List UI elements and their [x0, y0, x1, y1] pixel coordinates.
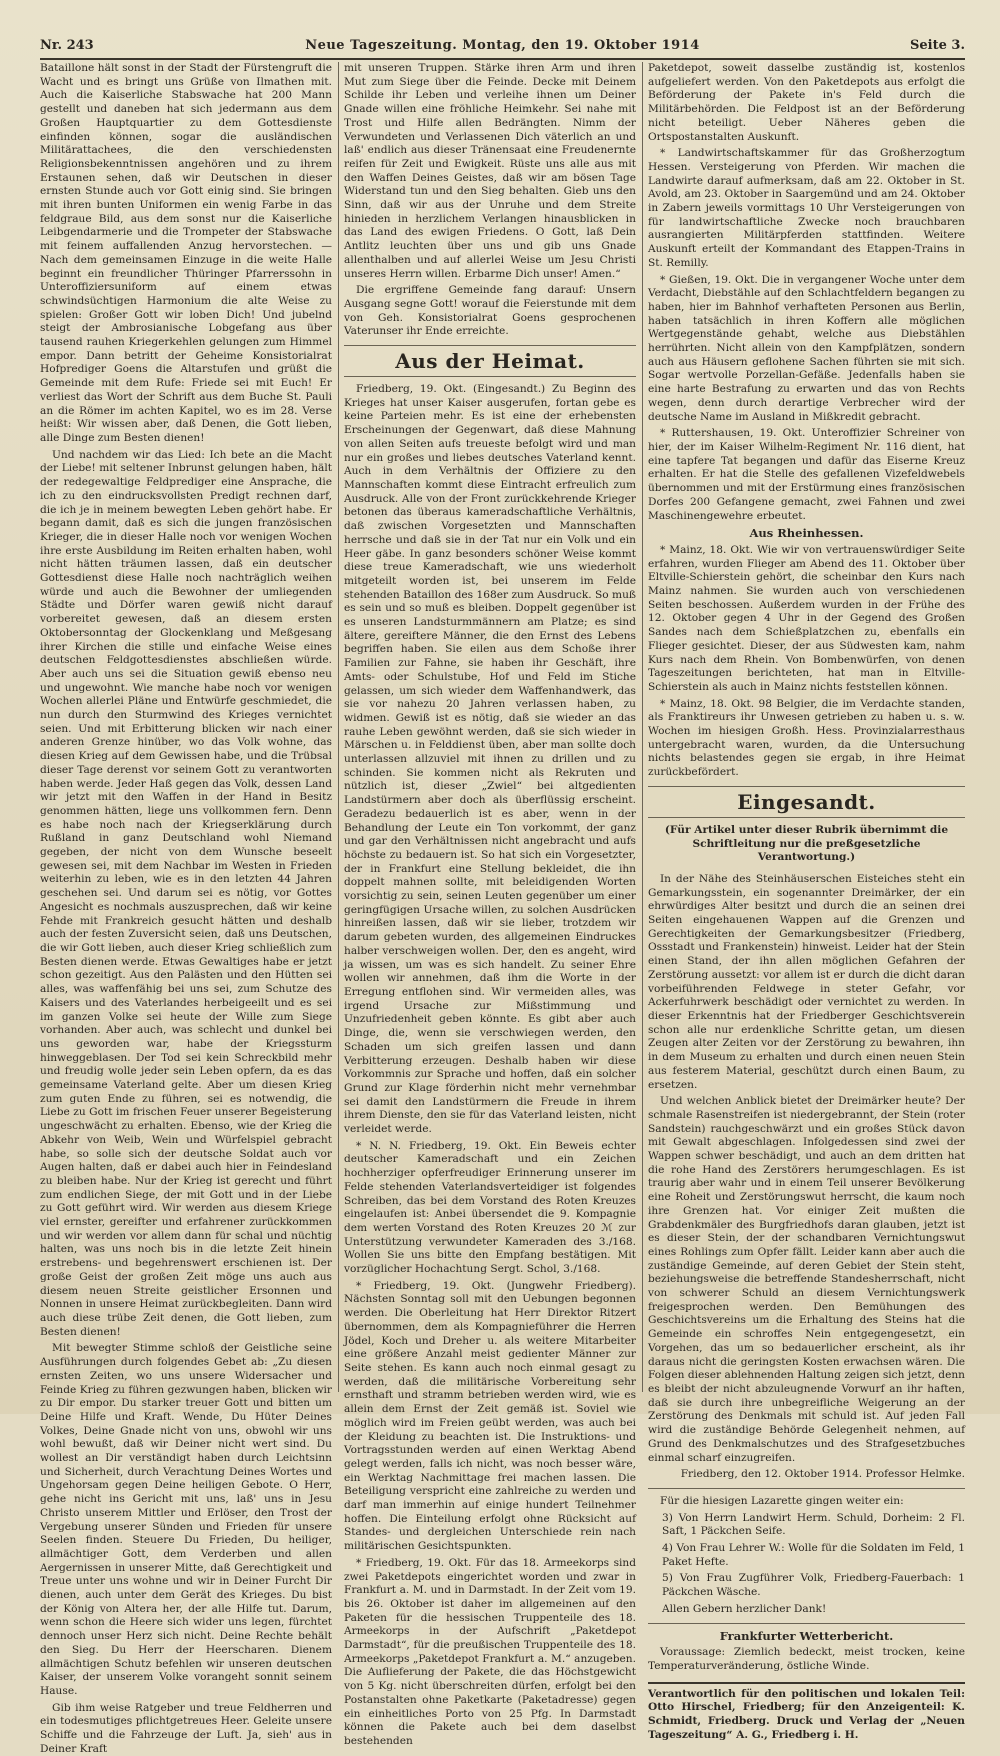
divider [648, 1488, 965, 1489]
news-item: * Gießen, 19. Okt. Die in vergangener Woche unter dem Verdacht, Diebstähle auf den Schlachtfeldern begangen zu haben, hier im Bahnhof verhafteten Personen aus Berlin, haben tatsächlich in ihren Koffern alle möglichen Wertgegenstände gehabt, welche aus Diebstählen herrührten. Nicht allein von den Kampfplätzen, sondern auch aus Häusern geflohene Sachen führten sie mit sich. Sogar wertvolle Porzellan-Gefäße. Jedenfalls haben sie eine harte Bestrafung zu erwarten und das von Rechts wegen, denn durch derartige Verbrecher wird der deutsche Name im Ausland in Mißkredit gebracht. [648, 273, 965, 423]
article-paragraph: Gib ihm weise Ratgeber und treue Feldherren und ein todesmutiges pflichtgetreues Heer. Geleite unsere Schiffe und die Fahrzeuge der Luft. Ja, sieh' aus in Deiner Kraft [40, 1701, 332, 1755]
article-paragraph: Mit bewegter Stimme schloß der Geistliche seine Ausführungen durch folgendes Gebet ab: „Zu diesen ernsten Zeiten, wo uns unsere Widersacher und Feinde Krieg zu führen gezwungen haben, blicken wir zu Dir empor. Du starker treuer Gott und bitten um Deine Hilfe und Kraft. Wende, Du Hüter Deines Volkes, Deine Gnade nicht von uns, obwohl wir uns wohl bewußt, daß wir Deiner nicht wert sind. Du wollest an Dir verständigt haben durch Leichtsinn und Sicherheit, durch Verachtung Deines Wortes und Ungehorsam gegen Deine heiligen Gebote. O Herr, gehe nicht ins Gericht mit uns, laß' uns in Jesu Christo unserem Mittler und Erlöser, den Trost der Vergebung unserer Sünden und Frieden für unsere Seelen finden. Steuere Du Frieden, Du heiliger, allmächtiger Gott, dem Verderben und allen Aergernissen in unserer Mitte, daß Gerechtigkeit und Treue unter uns wohne und wir in Deiner Furcht Dir dienen, auch unter dem Gerät des Krieges. Du bist der König von Altera her, der alle Hilfe tut. Darum, wenn schon die Heere sich wider uns legen, fürchtet dennoch unser Herz sich nicht. Deine Rechte behält den Sieg. Du Herr der Heerscharen. Dienem allmächtigen Schutz befehlen wir unseren deutschen Kaiser, der unserem Volke vorangeht sonnit seinem Hause. [40, 1342, 332, 1697]
divider [648, 1623, 965, 1624]
list-item: 4) Von Frau Lehrer W.: Wolle für die Soldaten im Feld, 1 Paket Hefte. [662, 1542, 965, 1568]
editorial-note: (Für Artikel unter dieser Rubrik übernimmt die Schriftleitung nur die preßgesetzliche Verantwortung.) [664, 823, 949, 864]
column-2 [344, 62, 636, 1747]
divider [648, 1682, 965, 1684]
letter-signature: Friedberg, den 12. Oktober 1914. Professor Helmke. [680, 1468, 965, 1481]
news-item: Friedberg, 19. Okt. (Eingesandt.) Zu Beginn des Krieges hat unser Kaiser ausgerufen, fortan gebe es keine Parteien mehr. Es ist eine der erhebensten Erscheinungen der Gegenwart, daß diese Mahnung von allen Seiten aufs treueste befolgt wird und man nur ein großes und liebes deutsches Vaterland kennt. Auch in dem Verhältnis der Offiziere zu den Mannschaften kommt diese Eintracht erfreulich zum Ausdruck. Alle von der Front zurückkehrende Krieger betonen das überaus kameradschaftliche Verhältnis, daß zwischen Vorgesetzten und Mannschaften herrsche und daß sie in der Tat nur ein Volk und ein Heer gäbe. In ganz besonders schöner Weise kommt diese treue Kameradschaft, wie uns wiederholt mitgeteilt worden ist, bei unserem im Felde stehenden Bataillon des 168er zum Ausdruck. So muß es sein und so muß es bleiben. Doppelt gegenüber ist es unseren Landsturmmännern am Platze; es sind ältere, gereiftere Männer, die den Ernst des Lebens begriffen haben. Sie eilen aus dem Schoße ihrer Familien zur Fahne, sie haben ihr Geschäft, ihre Amts- oder Schulstube, Hof und Feld im Stiche gelassen, um sich wieder dem Waffenhandwerk, das sie vor nahezu 20 Jahren verlassen haben, zu widmen. Gewiß ist es nötig, daß sie wieder an das rauhe Leben gewöhnt werden, daß sie sich wieder in Märschen u. in Felddienst üben, aber man sollte doch unterlassen allzuviel mit ihnen zu drillen und zu schinden. Sie kommen nicht als Rekruten und nützlich ist, dieser „Zwiel“ bei altgedienten Landstürmern aber doch als überflüssig erscheint. Geradezu bedauerlich ist es aber, wenn in der Behandlung der Leute ein Ton vorkommt, der ganz und gar den Verhältnissen nicht angebracht und aufs höchste zu bedauern ist. So hat sich ein Vorgesetzter, der in Frankfurt eine Stellung bekleidet, die ihn doppelt mahnen sollte, mit beleidigenden Worten vorsichtig zu sein, seinen Leuten gegenüber um einer geringfügigen Ursache willen, zu solchen Ausdrücken hinreißen lassen, daß wir sie lieber, trotzdem wir darum gebeten wurden, des allgemeinen Eindruckes halber verschweigen wollen. Der, den es angeht, wird ja wissen, um was es sich handelt. Zu seiner Ehre wollen wir annehmen, daß ihm die Worte in der Erregung entflohen sind. Wir vermeiden alles, was irgend Ursache zur Mißstimmung und Unzufriedenheit geben könnte. Es gibt aber auch Dinge, die, wenn sie verschwiegen werden, den Schaden um sich greifen lassen und dann Verbitterung erzeugen. Deshalb haben wir diese Vorkommnis zur Sprache und hoffen, daß ein solcher Grund zur Klage förderhin nicht mehr vernehmbar sei damit den Landstürmern die Freude in ihrem ihrem Dienste, den sie für das Vaterland leisten, nicht verleidet werde. [344, 383, 636, 1136]
news-item: * Ruttershausen, 19. Okt. Unteroffizier Schreiner von hier, der im Kaiser Wilhelm-Regiment Nr. 116 dient, hat eine tapfere Tat begangen und dafür das Eiserne Kreuz erhalten. Er hat die Stelle des gefallenen Vizefeldwebels übernommen und mit der Erstürmung eines französischen Dorfes 200 Gefangene gemacht, zwei Fahnen und zwei Maschinengewehre erbeutet. [648, 427, 965, 522]
issue-number: Nr. 243 [40, 38, 94, 53]
column-3 [648, 62, 965, 1741]
weather-heading: Frankfurter Wetterbericht. [719, 1628, 894, 1643]
column-rule [642, 62, 643, 1392]
weather-forecast: Voraussage: Ziemlich bedeckt, meist trocken, keine Temperaturveränderung, östliche Winde. [648, 1646, 965, 1672]
list-item: Allen Gebern herzlicher Dank! [662, 1602, 827, 1615]
list-item: 5) Von Frau Zugführer Volk, Friedberg-Fauerbach: 1 Päckchen Wäsche. [662, 1572, 965, 1599]
page-header [40, 36, 965, 60]
letter-paragraph: Und welchen Anblick bietet der Dreimärker heute? Der schmale Rasenstreifen ist niedergebrannt, der Stein (roter Sandstein) rauchgeschwärzt und ein großes Stück davon mit Gewalt abgeschlagen. Infolgedessen sind zwei der Wappen schwer beschädigt, und auch an dem dritten hat die rohe Hand des Zerstörers herumgeschlagen. Es ist traurig aber wahr und in einem Teil unserer Bevölkerung eine Roheit und Zerstörungswut herrscht, die kaum noch ihre Grenzen hat. Vor einiger Zeit mußten die Grabdenkmäler des Burgfriedhofs daran glauben, jetzt ist es dieser Stein, der der schandbaren Vernichtungswut eines Rohlings zum Opfer fällt. Leider kann aber auch die zuständige Gemeinde, auf deren Gebiet der Stein steht, beziehungsweise die betreffende Standesherrschaft, nicht von schwerer Schuld an diesem Vernichtungswerk freigesprochen werden. Den Bemühungen des Geschichtsvereins um die Erhaltung des Steins hat die Gemeinde ein schroffes Nein entgegengesetzt, ein Vorgehen, das um so bedauerlicher erscheint, als ihr daraus nicht die geringsten Kosten erwachsen wären. Die Folgen dieser ablehnenden Haltung zeigen sich jetzt, denn es bleibt der nicht abzuleugnende Vorwurf an ihr haften, daß sie durch ihre unbegreifliche Weigerung an der Zerstörung des Denkmals mit schuld ist. Auf jeden Fall wird die zuständige Behörde Gelegenheit nehmen, auf Grund des Denkmalschutzes und des Strafgesetzbuches einmal scharf einzugreifen. [648, 1095, 965, 1464]
donation-list [648, 1512, 965, 1617]
news-item: * Landwirtschaftskammer für das Großherzogtum Hessen. Versteigerung von Pferden. Wir machen die Landwirte darauf aufmerksam, daß am 22. Oktober in St. Avold, am 23. Oktober in Saargemünd und am 24. Oktober in Zabern jeweils vormittags 10 Uhr Versteigerungen von für landwirtschaftliche Zwecke noch brauchbaren ausrangierten Militärpferden stattfinden. Weitere Auskunft erteilt der Kommandant des Etappen-Trains in St. Remilly. [648, 147, 965, 269]
section-heading: Eingesandt. [648, 786, 965, 818]
list-item: 3) Von Herrn Landwirt Herm. Schuld, Dorheim: 2 Fl. Saft, 1 Päckchen Seife. [662, 1511, 965, 1538]
section-heading: Aus der Heimat. [344, 345, 636, 377]
letter-paragraph: In der Nähe des Steinhäuserschen Eisteiches steht ein Gemarkungsstein, ein sogenannter Dreimärker, der ein ehrwürdiges Alter besitzt und durch die an seinen drei Seiten eingehauenen Wappen auf die Grenzen und Gerechtigkeiten der Gemarkungsbesitzer (Friedberg, Ossstadt und Frankenstein) hinweist. Leider hat der Stein einen Stand, der ihn allen möglichen Gefahren der Zerstörung aussetzt: vor allem ist er durch die dicht daran vorbeiführenden Feldwege in steter Gefahr, vor Ackerfuhrwerk beschädigt oder vernichtet zu werden. In dieser Erkenntnis hat der Friedberger Geschichtsverein schon alle nur erdenkliche Schritte getan, um diesen Zeugen alter Zeiten vor der Zerstörung zu bewahren, ihn in dem Museum zu erhalten und durch einen neuen Stein aus festerem Material, geschützt durch einen Baum, zu ersetzen. [648, 872, 965, 1091]
imprint: Verantwortlich für den politischen und lokalen Teil: Otto Hirschel, Friedberg; für den Anzeigenteil: K. Schmidt, Friedberg. Druck und Verlag der „Neuen Tageszeitung“ A. G., Friedberg i. H. [648, 1687, 965, 1741]
news-item: * Mainz, 18. Okt. Wie wir von vertrauenswürdiger Seite erfahren, wurden Flieger am Abend des 11. Oktober über Eltville-Schierstein gehört, die scheinbar den Kurs nach Mainz nahmen. Sie wurden auch von verschiedenen Seiten beschossen. Außerdem wurden in der Frühe des 12. Oktober gegen 4 Uhr in der Gegend des Großen Sandes nach dem Schießplatzchen zu, ebenfalls ein Flieger gesichtet. Dieser, der aus Südwesten kam, nahm Kurs nach dem Rhein. Von Bombenwürfen, von denen Tageszeitungen berichteten, hat man in Eltville-Schierstein als auch in Mainz nichts feststellen können. [648, 543, 965, 693]
column-1 [40, 62, 332, 1755]
news-item: * N. N. Friedberg, 19. Okt. Ein Beweis echter deutscher Kameradschaft und ein Zeichen hochherziger opferfreudiger Erinnerung unserer im Felde stehenden Vaterlandsverteidiger ist folgendes Schreiben, das bei dem Vorstand des Roten Kreuzes eingelaufen ist: Anbei übersendet die 9. Kompagnie dem werten Vorstand des Roten Kreuzes 20 ℳ zur Unterstützung verwundeter Kameraden des 3./168. Wollen Sie uns bitte den Empfang bestätigen. Mit vorzüglicher Hochachtung Sergt. Schol, 3./168. [344, 1139, 636, 1276]
page-number: Seite 3. [910, 38, 965, 53]
news-item: Paketdepot, soweit dasselbe zuständig ist, kostenlos aufgeliefert werden. Von den Paketdepots aus erfolgt die Beförderung der Pakete in's Feld durch die Militärbehörden. Die Feldpost ist an der Beförderung nicht beteiligt. Ueber Näheres geben die Ortspostanstalten Auskunft. [648, 62, 965, 143]
article-paragraph: Bataillone hält sonst in der Stadt der Fürstengruft die Wacht und es bringt uns Grüße von Ilmathen mit. Auch die Kaiserliche Stabswache hat 200 Mann gestellt und daneben hat sich jedermann aus dem Großen Hauptquartier zu dem Gottesdienste einfinden können, sogar die ausländischen Militärattachees, die den verschiedensten Religionsbekenntnissen angehören und zu ihrem Erstaunen sehen, daß wir Deutschen in dieser ernsten Stunde auch vor Gott einig sind. Sie bringen mit ihren bunten Uniformen ein wenig Farbe in das feldgraue Bild, aus dem sonst nur die Kaiserliche Leibgendarmerie und die Trompeter der Stabswache mit feinem auffallenden Anzug hervorstechen. — Nach dem gemeinsamen Einzuge in die weite Halle beginnt ein freundlicher Thüringer Pfarrerssohn in Unteroffiziersuniform auf einem etwas schwindsüchtigen Harmonium die alte Weise zu spielen: Großer Gott wir loben Dich! Und jubelnd steigt der Ambrosianische Lobgefang aus über tausend rauhen Kriegerkehlen gelungen zum Himmel empor. Dann betritt der Geheime Konsistorialrat Hofprediger Goens die Altarstufen und grüßt die Gemeinde mit dem Rufe: Friede sei mit Euch! Er verliest das Wort der Schrift aus dem Buche St. Pauli an die Römer im achten Kapitel, wo es im 28. Verse heißt: Wir wissen aber, daß Denen, die Gott lieben, alle Dinge zum Besten dienen! [40, 62, 332, 444]
article-paragraph: mit unseren Truppen. Stärke ihren Arm und ihren Mut zum Siege über die Feinde. Decke mit Deinem Schilde ihr Leben und verleihe ihnen um Deiner Gnade willen eine fröhliche Heimkehr. Sei nahe mit Trost und Hilfe allen Bedrängten. Nimm der Verwundeten und Verlassenen Dich väterlich an und laß' endlich aus dieser Tränensaat eine Freudenernte reifen für Zeit und Ewigkeit. Rüste uns alle aus mit den Waffen Deines Geistes, daß wir am bösen Tage Widerstand tun und den Sieg behalten. Gieb uns den Sinn, daß wir aus der Unruhe und dem Streite hinieden in herzlichem Verlangen hinausblicken in das Land des ewigen Friedens. O Gott, laß Dein Antlitz leuchten über uns und gib uns Gnade allenthalben und auf allerlei Weise um Jesu Christi unseres Herrn willen. Erbarme Dich unser! Amen.“ [344, 62, 636, 280]
news-item: * Friedberg, 19. Okt. Für das 18. Armeekorps sind zwei Paketdepots eingerichtet worden und zwar in Frankfurt a. M. und in Darmstadt. In der Zeit vom 19. bis 26. Oktober ist daher im allgemeinen auf den Paketen für die hessischen Truppenteile des 18. Armeekorps in der Aufschrift „Paketdepot Darmstadt“, für die preußischen Truppenteile des 18. Armeekorps „Paketdepot Frankfurt a. M.“ anzugeben. Die Auflieferung der Pakete, die das Höchstgewicht von 5 Kg. nicht überschreiten dürfen, erfolgt bei den Postanstalten ohne Paketkarte (Paketadresse) gegen ein einheitliches Porto von 25 Pfg. In Darmstadt können die Pakete auch bei dem daselbst bestehenden [344, 1556, 636, 1747]
donation-intro: Für die hiesigen Lazarette gingen weiter ein: [660, 1494, 904, 1507]
news-item: * Mainz, 18. Okt. 98 Belgier, die im Verdachte standen, als Franktireurs ihr Unwesen getrieben zu haben u. s. w. Wochen im hiesigen Großh. Hess. Provinzialarresthaus untergebracht waren, wurden, da die Untersuchung nichts belastendes gegen sie ergab, in ihre Heimat zurückbefördert. [648, 697, 965, 779]
article-paragraph: Und nachdem wir das Lied: Ich bete an die Macht der Liebe! mit seltener Inbrunst gelungen haben, hält der redegewaltige Feldprediger eine Ansprache, die ich zu den eindrucksvollsten Predigt rechnen darf, die ich je in meinem bewegten Leben gehört habe. Er begann damit, daß es sich die jungen französischen Krieger, die in dieser Halle noch vor wenigen Wochen ihre erste Ausbildung im Reiten erhalten haben, wohl nicht hätten träumen lassen, daß ein deutscher Gottesdienst diese Halle noch nachträglich weihen würde und auch die Bewohner der umliegenden Städte und Dörfer waren gewiß nicht darauf vorbereitet gewesen, daß an diesem ersten Oktobersonntag der Glockenklang und Meßgesang ihrer Kirchen die stille und einfache Weise eines deutschen Feldgottesdienstes abschließen würde. Aber auch uns sei die Situation gewiß ebenso neu und ungewohnt. Wie manche habe noch vor wenigen Wochen allerlei Pläne und Entwürfe geschmiedet, die nun durch den Sturmwind des Krieges vernichtet seien. Und mit Erbitterung blicken wir nach einer anderen Grenze hinüber, wo das Volk wohne, das diesen Krieg auf dem Gewissen habe, und die Trübsal dieser Tage derenst vor seinem Gott zu verantworten haben werde. Jeder Haß gegen das Volk, dessen Land wir jetzt mit den Waffen in der Hand in Besitz genommen hätten, liege uns vollkommen fern. Denn es habe noch nach der Kriegserklärung durch Rußland in ganz Deutschland wohl Niemand gegeben, der nicht von dem Wunsche beseelt gewesen sei, mit dem Nachbar im Westen in Frieden weiterhin zu leben, wie es in den letzten 44 Jahren geschehen sei. Und darum sei es nötig, vor Gottes Angesicht es nochmals auszusprechen, daß wir keine Fehde mit Frankreich gesucht hätten und deshalb auch der festen Zuversicht seien, daß uns Deutschen, die wir Gott lieben, auch dieser Krieg schließlich zum Besten dienen werde. Etwas Gewaltiges habe er jetzt schon gezeitigt. Aus den Palästen und den Hütten sei alles, was waffenfähig bei uns sei, zum Schutze des Kaisers und des Vaterlandes herbeigeeilt und es sei im ganzen Volke sei heute der Wille zum Siege vorhanden. Aber auch, was schlecht und dunkel bei uns geworden war, habe der Kriegssturm hinweggeblasen. Der Tod sei kein Schreckbild mehr und freudig wolle jeder sein Leben opfern, da es das gemeinsame Vaterland gelte. Aber um diesen Krieg zum guten Ende zu führen, sei es notwendig, die Liebe zu Gott im frischen Feuer unserer Begeisterung ungeschwächt zu erhalten. Ebenso, wie der Krieg die Abkehr von Weib, Wein und Würfelspiel gebracht habe, so solle sich der deutsche Soldat auch vor Augen halten, daß er dabei auch hier in Feindesland zu bleiben habe. Nur der Krieg ist gerecht und führt zum endlichen Siege, der mit Gott und in der Liebe zu Gott geführt wird. Wir werden aus diesem Kriege viel ernster, gereifter und erfahrener zurückkommen und wir werden vor allem dann für schal und nüchtig halten, was uns noch bis in die letzte Zeit hinein erstrebens- und begehrenswert erschienen ist. Der große Geist der großen Zeit möge uns auch aus diesem neuen Streite geistlicher Ersonnen und Nonnen in unsere Heimat zurückbegleiten. Dann wird auch diese trübe Zeit denen, die Gott lieben, zum Besten dienen! [40, 448, 332, 1338]
sub-heading: Aus Rheinhessen. [749, 526, 864, 541]
column-rule [338, 62, 339, 1392]
masthead-date: Neue Tageszeitung. Montag, den 19. Oktober 1914 [305, 38, 700, 53]
news-item: * Friedberg, 19. Okt. (Jungwehr Friedberg). Nächsten Sonntag soll mit den Uebungen begonnen werden. Die Oberleitung hat Herr Direktor Ritzert übernommen, dem als Kompagnieführer die Herren Jödel, Koch und Dreher u. als weitere Mitarbeiter eine größere Anzahl meist gedienter Männer zur Seite stehen. Es kann auch noch einmal gesagt zu werden, daß die militärische Vorbereitung sehr ernsthaft und stramm betrieben werden wird, wie es allein dem Ernst der Zeit gemäß ist. Soviel wie möglich wird im Freien geübt werden, was auch bei der Kleidung zu beachten ist. Die Instruktions- und Vortragsstunden werden auf einen Werktag Abend gelegt werden, falls ich nicht, was noch besser wäre, ein Werktag Nachmittage frei machen lassen. Die Beteiligung verspricht eine zahlreiche zu werden und darf man immerhin auf einige hundert Teilnehmer hoffen. Die Einteilung erfolgt ohne Rücksicht auf Standes- und dergleichen Unterschiede rein nach militärischen Gesichtspunkten. [344, 1279, 636, 1553]
article-paragraph: Die ergriffene Gemeinde fang darauf: Unsern Ausgang segne Gott! worauf die Feierstunde mit dem von Geh. Konsistorialrat Goens gesprochenen Vaterunser ihr Ende erreichte. [344, 284, 636, 338]
